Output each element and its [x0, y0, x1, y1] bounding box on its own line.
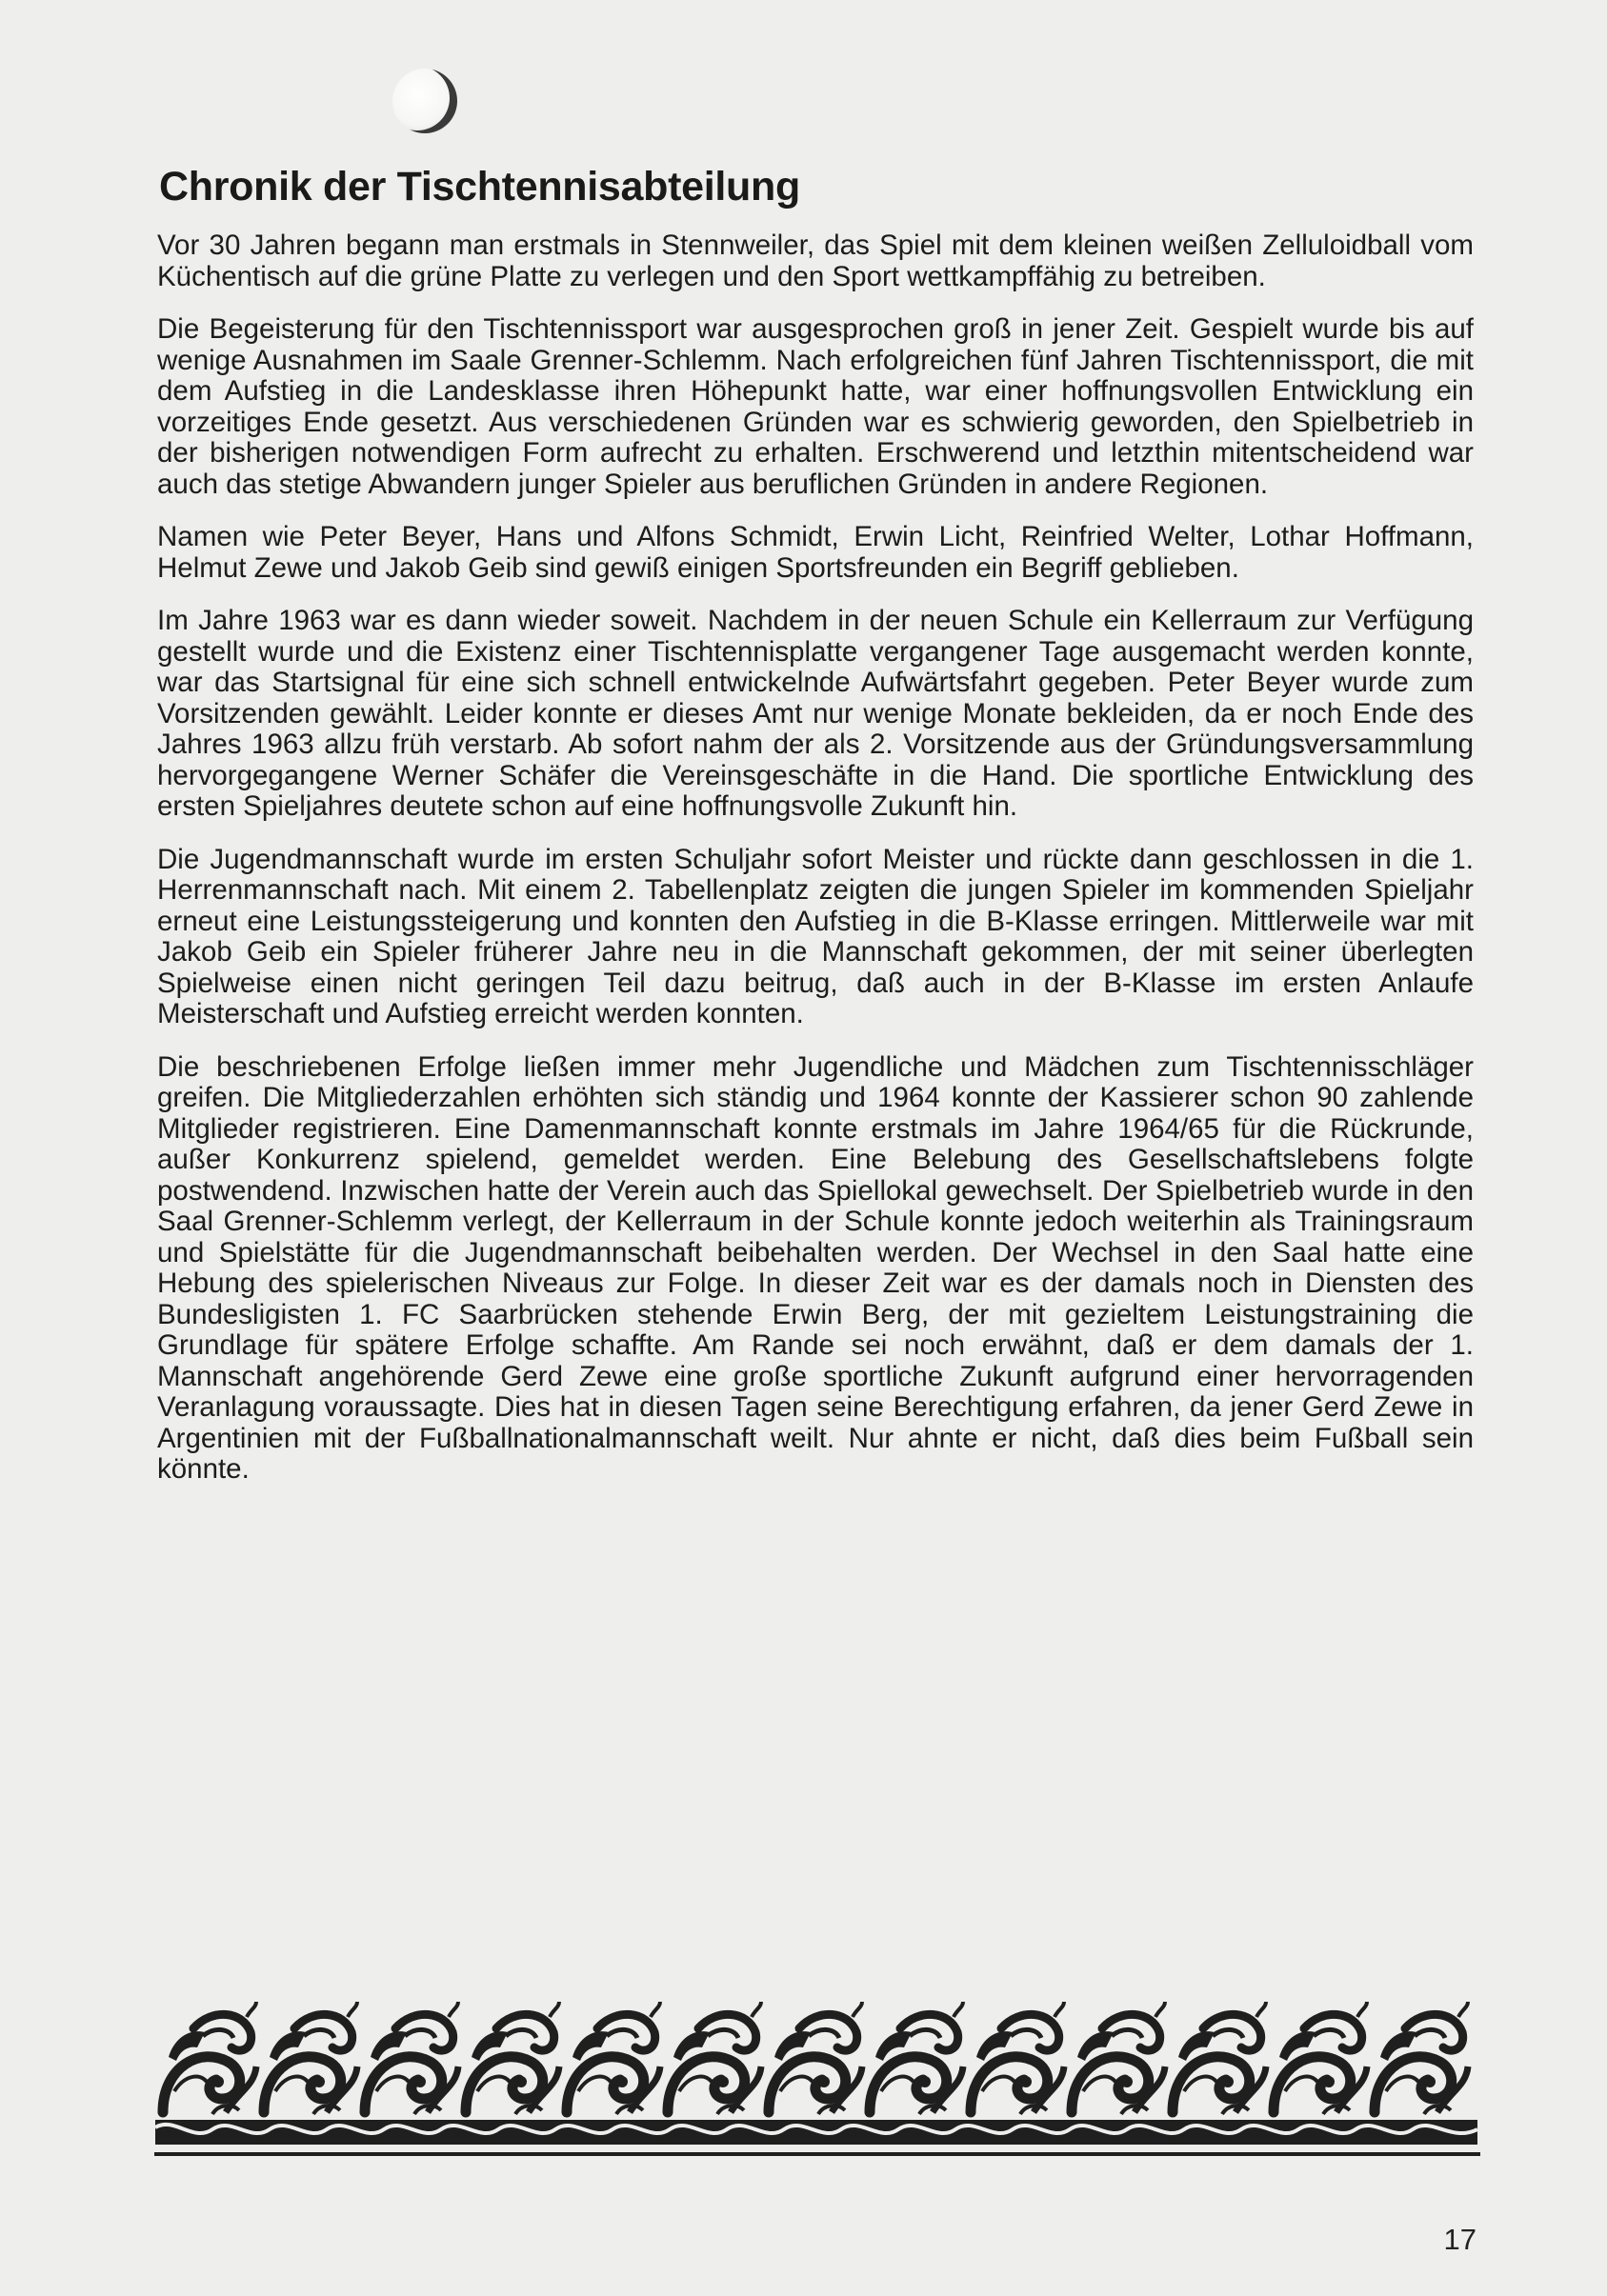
paragraph-4: Im Jahre 1963 war es dann wieder soweit. Nachdem in der neuen Schule ein Kellerraum zur Verfügung gestellt wurde und die Existenz einer Tischtennisplatte vergangener Tage ausgemacht werden konnte, war das Startsignal für eine sich schnell entwickelnde Aufwärtsfahrt gegeben. Peter Beyer wurde zum Vorsitzenden gewählt. Leider konnte er dieses Amt nur wenige Monate bekleiden, da er noch Ende des Jahres 1963 allzu früh verstarb. Ab sofort nahm der als 2. Vorsitzende aus der Gründungsversammlung hervorgegangene Werner Schäfer die Vereinsgeschäfte in die Hand. Die sportliche Entwicklung des ersten Spieljahres deutete schon auf eine hoffnungsvolle Zukunft hin. — [157, 605, 1474, 822]
bottom-rule — [154, 2152, 1480, 2156]
body-text — [157, 230, 1474, 1507]
punch-hole — [392, 69, 457, 133]
paragraph-3: Namen wie Peter Beyer, Hans und Alfons Schmidt, Erwin Licht, Reinfried Welter, Lothar Hoffmann, Helmut Zewe und Jakob Geib sind gewiß einigen Sportsfreunden ein Begriff geblieben. — [157, 521, 1474, 584]
paragraph-2: Die Begeisterung für den Tischtennissport war ausgesprochen groß in jener Zeit. Gespielt wurde bis auf wenige Ausnahmen im Saale Grenner-Schlemm. Nach erfolgreichen fünf Jahren Tischtennissport, die mit dem Aufstieg in die Landesklasse ihren Höhepunkt hatte, war einer hoffnungsvollen Entwicklung ein vorzeitiges Ende gesetzt. Aus verschiedenen Gründen war es schwierig geworden, den Spielbetrieb in der bisherigen notwendigen Form aufrecht zu erhalten. Erschwerend und letzthin mitentscheidend war auch das stetige Abwandern junger Spieler aus beruflichen Gründen in andere Regionen. — [157, 313, 1474, 500]
paragraph-6: Die beschriebenen Erfolge ließen immer mehr Jugendliche und Mädchen zum Tischtennisschläger greifen. Die Mitgliederzahlen erhöhten sich ständig und 1964 konnte der Kassierer schon 90 zahlende Mitglieder registrieren. Eine Damenmannschaft konnte erstmals im Jahre 1964/65 für die Rückrunde, außer Konkurrenz spielend, gemeldet werden. Eine Belebung des Gesellschaftslebens folgte postwendend. Inzwischen hatte der Verein auch das Spiellokal gewechselt. Der Spielbetrieb wurde in den Saal Grenner-Schlemm verlegt, der Kellerraum in der Schule konnte jedoch weiterhin als Trainingsraum und Spielstätte für die Jugendmannschaft beibehalten werden. Der Wechsel in den Saal hatte eine Hebung des spielerischen Niveaus zur Folge. In dieser Zeit war es der damals noch in Diensten des Bundesligisten 1. FC Saarbrücken stehende Erwin Berg, der mit gezieltem Leistungstraining die Grundlage für spätere Erfolge schaffte. Am Rande sei noch erwähnt, daß er dem damals der 1. Mannschaft angehörende Gerd Zewe eine große sportliche Zukunft aufgrund einer hervorragenden Veranlagung voraussagte. Dies hat in diesen Tagen seine Berechtigung erfahren, da jener Gerd Zewe in Argentinien mit der Fußballnationalmannschaft weilt. Nur ahnte er nicht, daß dies beim Fußball sein könnte. — [157, 1050, 1474, 1485]
page-title: Chronik der Tischtennisabteilung — [159, 164, 800, 210]
paragraph-5: Die Jugendmannschaft wurde im ersten Schuljahr sofort Meister und rückte dann geschlossen in die 1. Herrenmannschaft nach. Mit einem 2. Tabellenplatz zeigten die jungen Spieler im kommenden Spieljahr erneut eine Leistungssteigerung und konnten den Aufstieg in die B-Klasse erringen. Mittlerweile war mit Jakob Geib ein Spieler früherer Jahre neu in die Mannschaft gekommen, der mit seiner überlegten Spielweise einen nicht geringen Teil dazu beitrug, daß auch in der B-Klasse im ersten Anlaufe Meisterschaft und Aufstieg erreicht werden konnten. — [157, 843, 1474, 1029]
paragraph-1: Vor 30 Jahren begann man erstmals in Stennweiler, das Spiel mit dem kleinen weißen Zelluloidball vom Küchentisch auf die grüne Platte zu verlegen und den Sport wettkampffähig zu betreiben. — [157, 230, 1474, 292]
ornament-border — [155, 2000, 1477, 2150]
page-number: 17 — [1443, 2223, 1476, 2256]
